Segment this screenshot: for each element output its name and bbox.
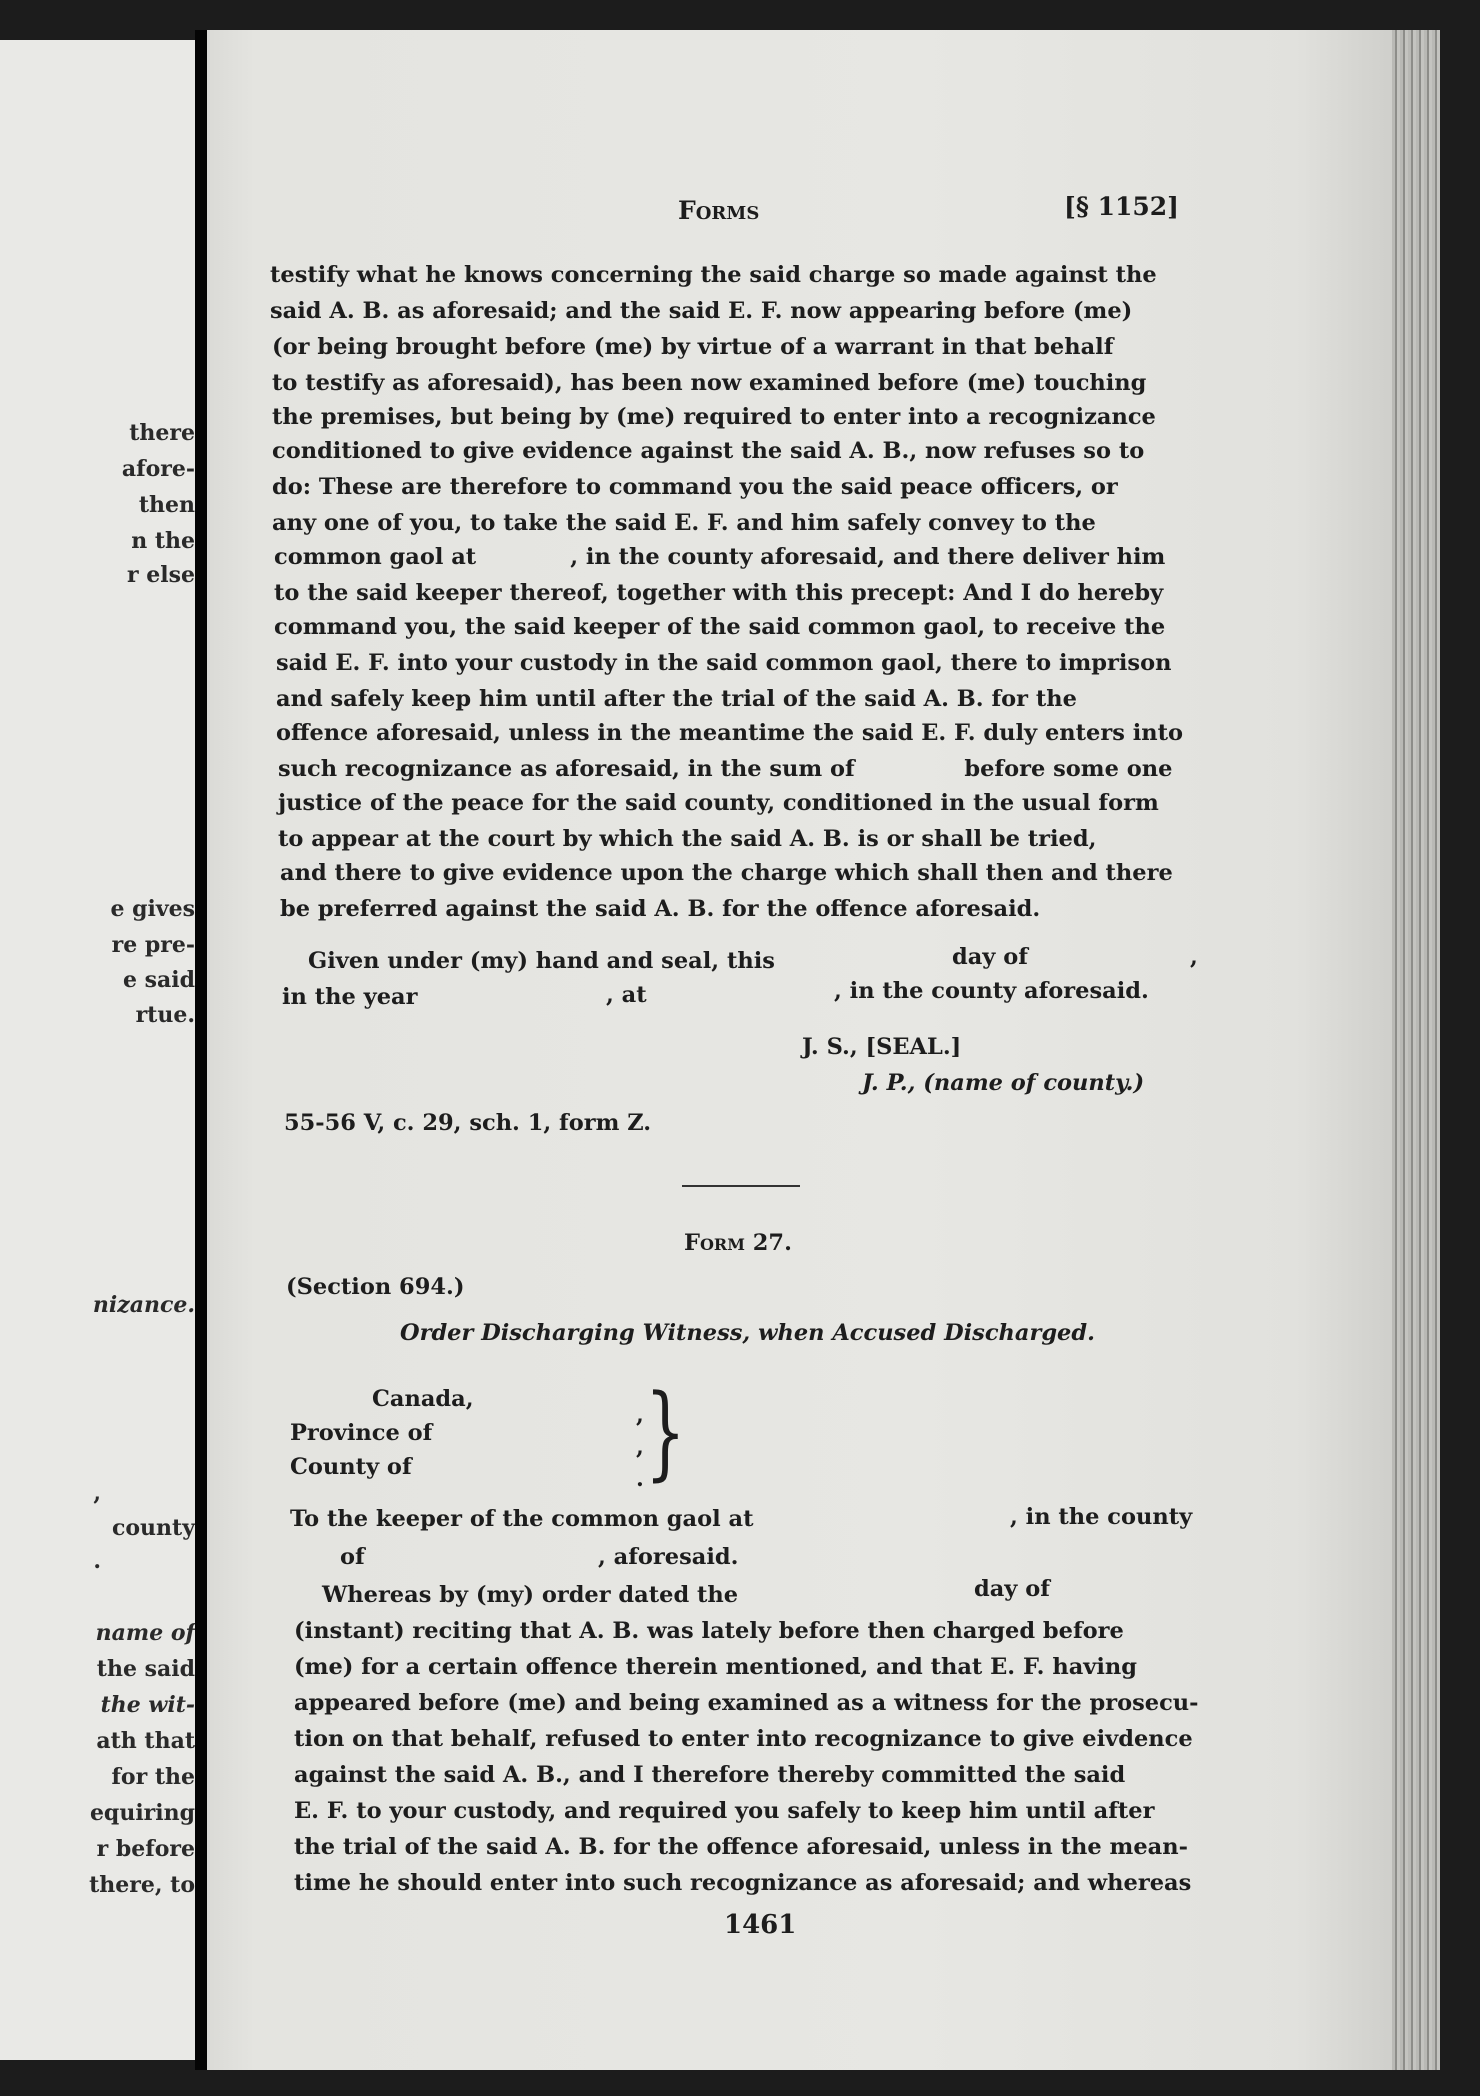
left-fragment: county [111,1515,195,1541]
venue-mark: , [636,1434,644,1460]
left-fragment: the said [96,1656,195,1682]
given-at: , at [606,982,647,1008]
text-line: tion on that behalf, refused to enter into recognizance to give eivdence [294,1726,1193,1752]
text-line: against the said A. B., and I therefore thereby committed the said [294,1762,1126,1788]
left-fragment: afore- [121,456,195,482]
left-fragment: r before [96,1836,195,1862]
given-comma: , [1190,944,1198,970]
text-line: appeared before (me) and being examined as a witness for the prosecu- [294,1690,1199,1716]
left-fragment: , [93,1480,101,1506]
given-day-of: day of [952,944,1028,970]
section-divider [682,1185,800,1187]
left-fragment: e gives [110,896,195,922]
venue-mark: , [636,1402,644,1428]
left-fragment: there, to [89,1872,195,1898]
left-fragment: e said [122,967,195,993]
to-keeper-line: To the keeper of the common gaol at [290,1506,754,1532]
text-line: and safely keep him until after the trial of the said A. B. for the [276,686,1077,712]
left-fragment: ath that [96,1728,195,1754]
text-line: the trial of the said A. B. for the offence aforesaid, unless in the mean- [294,1834,1188,1860]
form-title: Order Discharging Witness, when Accused Discharged. [400,1320,1095,1346]
of-line: of [340,1544,365,1570]
text-line: (or being brought before (me) by virtue of a warrant in that behalf [272,334,1114,360]
left-fragment: r else [127,562,195,588]
text-line: said A. B. as aforesaid; and the said E. F. now appearing before (me) [270,298,1133,324]
left-fragment: there [129,420,195,446]
text-line: E. F. to your custody, and required you safely to keep him until after [294,1798,1155,1824]
venue-county: County of [290,1454,412,1480]
left-fragment: then [138,492,195,518]
text-line: command you, the said keeper of the said common gaol, to receive the [274,614,1166,640]
text-line: (instant) reciting that A. B. was lately before then charged before [294,1618,1124,1644]
page-edges [1392,30,1440,2070]
given-year: in the year [282,984,418,1010]
given-county: , in the county aforesaid. [834,978,1149,1004]
book-gutter [195,30,207,2070]
venue-mark: . [636,1466,644,1492]
venue-canada: Canada, [372,1386,474,1412]
citation: 55-56 V, c. 29, sch. 1, form Z. [284,1110,652,1136]
left-fragment: for the [111,1764,195,1790]
text-line: testify what he knows concerning the said charge so made against the [270,262,1157,288]
text-line: to the said keeper thereof, together with this precept: And I do hereby [274,580,1164,606]
venue-brace: } [645,1374,686,1493]
whereas-start: Whereas by (my) order dated the [322,1582,739,1608]
given-clause-start: Given under (my) hand and seal, this [308,948,775,974]
signature-name: J. S., [SEAL.] [802,1034,962,1060]
form-heading: Form 27. [684,1230,792,1256]
text-line: and there to give evidence upon the charge which shall then and there [280,860,1173,886]
signature-title: J. P., (name of county.) [862,1070,1145,1096]
venue-province: Province of [290,1420,433,1446]
to-keeper-county: , in the county [1010,1504,1193,1530]
text-line: to testify as aforesaid), has been now examined before (me) touching [272,370,1147,396]
text-line: be preferred against the said A. B. for the offence aforesaid. [280,896,1041,922]
left-fragment: equiring [89,1800,195,1826]
left-fragment: name of [95,1620,195,1646]
left-page-fragment [0,40,195,2060]
text-line: time he should enter into such recognizance as aforesaid; and whereas [294,1870,1192,1896]
running-header-section: [§ 1152] [1064,192,1180,221]
left-fragment: rtue. [135,1002,195,1028]
text-line: (me) for a certain offence therein mentioned, and that E. F. having [294,1654,1137,1680]
whereas-day-of: day of [974,1576,1050,1602]
page-number: 1461 [724,1910,797,1940]
running-header-title: Forms [678,196,760,225]
text-line: the premises, but being by (me) required to enter into a recognizance [272,404,1156,430]
text-line: said E. F. into your custody in the said common gaol, there to imprison [276,650,1172,676]
left-fragment: . [93,1548,101,1574]
left-fragment: n the [131,528,195,554]
form-section-ref: (Section 694.) [286,1274,465,1300]
left-fragment: the wit- [100,1692,195,1718]
text-line: do: These are therefore to command you the said peace officers, or [272,474,1118,500]
text-line: to appear at the court by which the said A. B. is or shall be tried, [278,826,1097,852]
text-line: common gaol at , in the county aforesaid, and there deliver him [274,544,1166,570]
text-line: any one of you, to take the said E. F. and him safely convey to the [272,510,1096,536]
text-line: such recognizance as aforesaid, in the sum of before some one [278,756,1173,782]
text-line: conditioned to give evidence against the said A. B., now refuses so to [272,438,1145,464]
of-line-aforesaid: , aforesaid. [598,1544,739,1570]
left-fragment: re pre- [111,932,195,958]
text-line: offence aforesaid, unless in the meantime the said E. F. duly enters into [276,720,1184,746]
left-fragment: nizance. [92,1292,195,1318]
text-line: justice of the peace for the said county, conditioned in the usual form [278,790,1159,816]
